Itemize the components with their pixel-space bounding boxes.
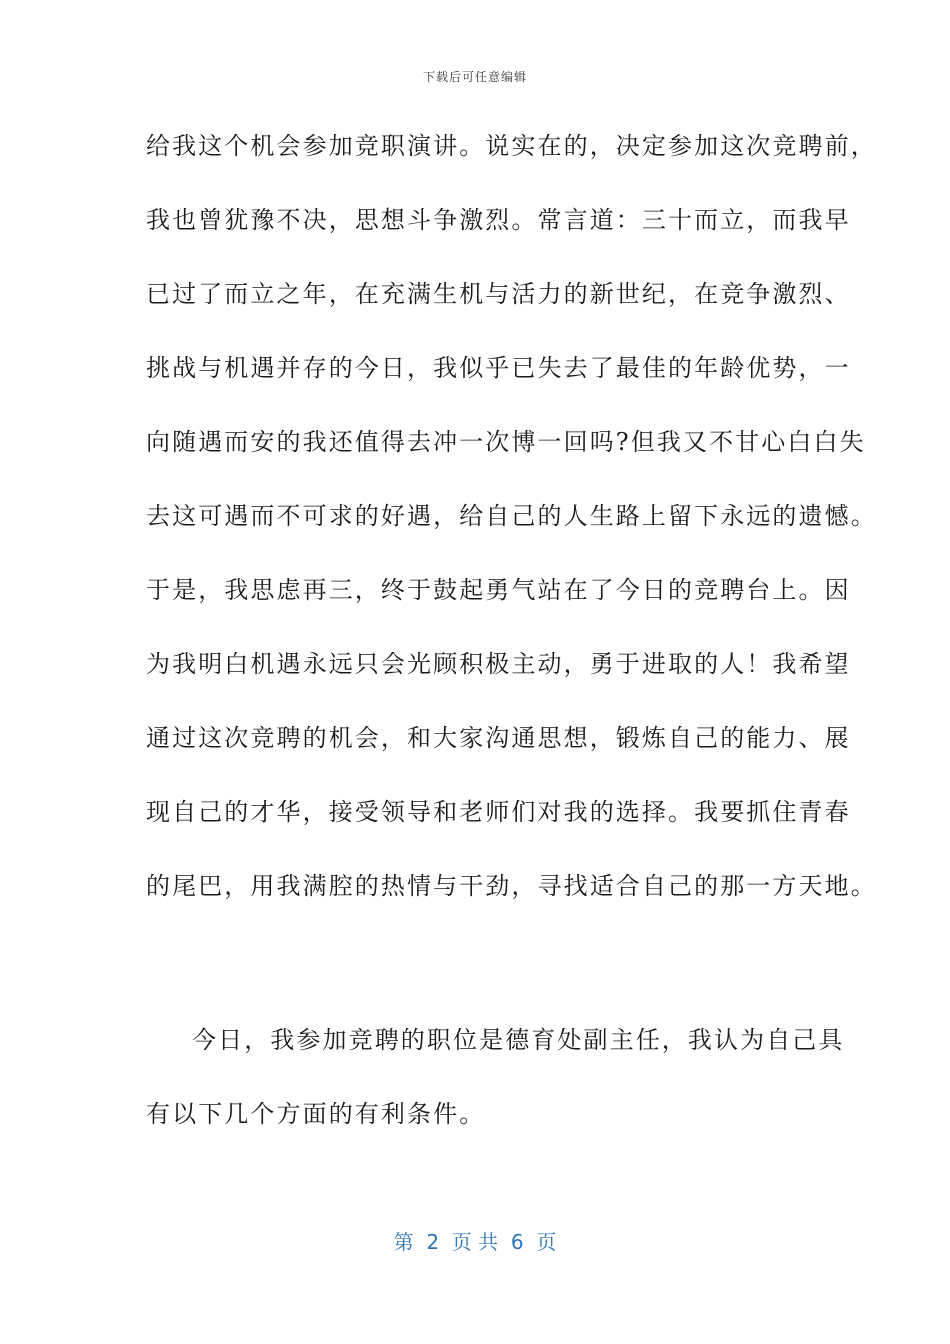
body-text-line: 于是，我思虑再三，终于鼓起勇气站在了今日的竞聘台上。因: [146, 576, 851, 604]
body-text-line: 去这可遇而不可求的好遇，给自己的人生路上留下永远的遗憾。: [146, 502, 877, 530]
page-number-footer: 第 2 页 共 6 页: [393, 1230, 557, 1254]
body-text-line: 的尾巴，用我满腔的热情与干劲，寻找适合自己的那一方天地。: [146, 872, 877, 900]
body-text-line: 现自己的才华，接受领导和老师们对我的选择。我要抓住青春: [146, 798, 851, 826]
body-text-line: 为我明白机遇永远只会光顾积极主动，勇于进取的人！我希望: [146, 650, 851, 678]
body-text-line: 给我这个机会参加竞职演讲。说实在的，决定参加这次竞聘前，: [146, 132, 877, 160]
body-text-line: 我也曾犹豫不决，思想斗争激烈。常言道：三十而立，而我早: [146, 206, 851, 234]
body-text-line: 有以下几个方面的有利条件。: [146, 1100, 486, 1128]
body-text-line: 向随遇而安的我还值得去冲一次博一回吗?但我又不甘心白白失: [146, 428, 866, 456]
paragraph-first-line: 今日，我参加竞聘的职位是德育处副主任，我认为自己具: [192, 1026, 845, 1054]
body-text-line: 通过这次竞聘的机会，和大家沟通思想，锻炼自己的能力、展: [146, 724, 851, 752]
body-text-line: 已过了而立之年，在充满生机与活力的新世纪，在竞争激烈、: [146, 280, 851, 308]
body-text-line: 挑战与机遇并存的今日，我似乎已失去了最佳的年龄优势，一: [146, 354, 851, 382]
page-header-note: 下载后可任意编辑: [422, 70, 527, 84]
